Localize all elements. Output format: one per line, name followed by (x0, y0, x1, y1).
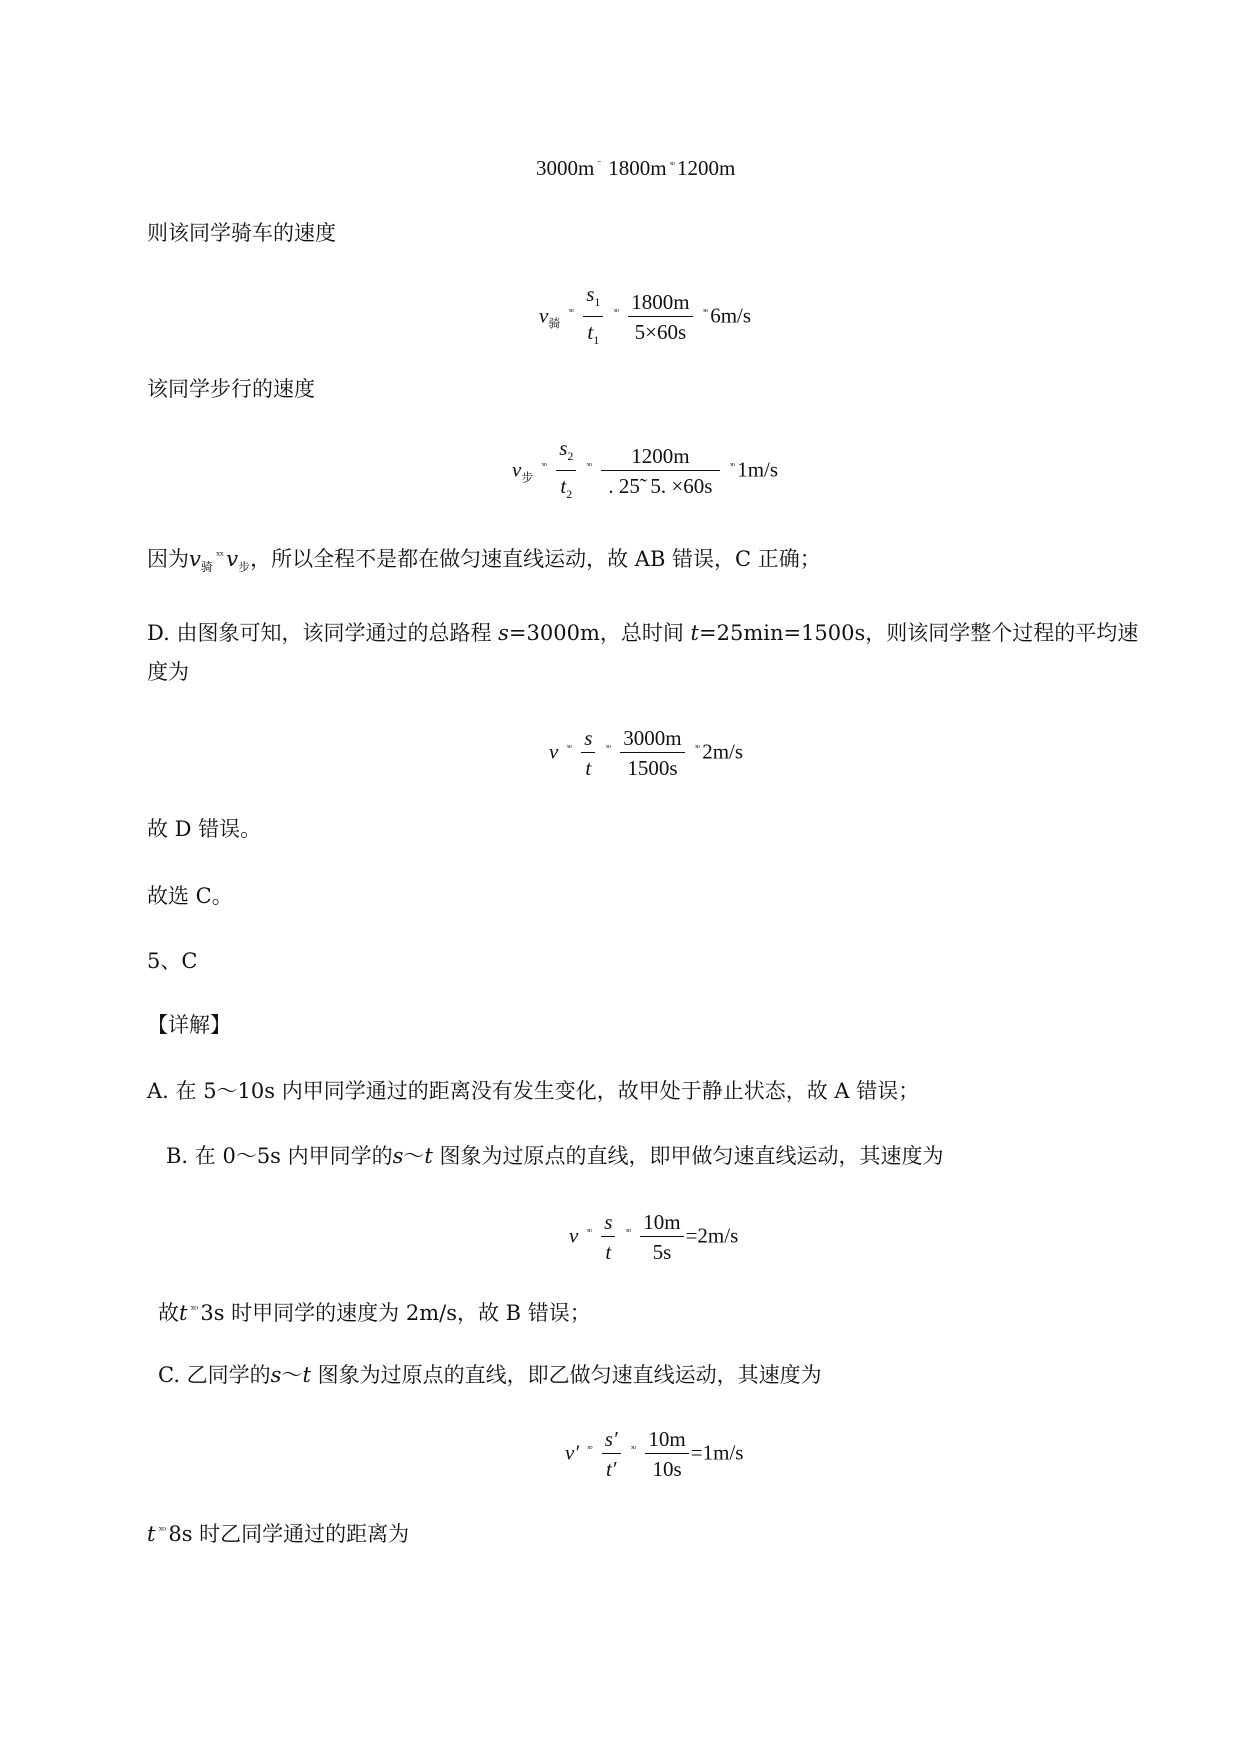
paragraph-option-c: C. 乙同学的s～t 图象为过原点的直线，即乙做匀速直线运动，其速度为 (158, 1363, 822, 1387)
fraction-1800-300: $\frac{1800m}{5\times 60s}$ (628, 290, 692, 345)
fraction-10m-10s: $\frac{10m}{10s}$ (645, 1427, 688, 1482)
equation-jia-speed: v $^{ˣᵒ}$ $\frac{s}{t}$ $^{ˣᵒ}$ $\frac{10m}{5s}$ =2m/s (569, 1210, 739, 1264)
fraction-3000-1500: $\frac{3000m}{1500s}$ (620, 726, 684, 781)
equation-walk-speed: $v_步$ $^{ˣᵒ}$ $\frac{s_2}{t_2}$ $^{ˣᵒ}$ $\frac{1200m}{. 25̃ 5. \times 60s}$ $^{ˣᵒ}$ 1m/s (512, 436, 778, 507)
fraction-10m-5s: $\frac{10m}{5s}$ (640, 1210, 683, 1265)
garbled-not-equal-glyph: ˣˣ (215, 549, 224, 562)
garbled-equals-glyph: ˣᵒ (630, 1443, 636, 1456)
fraction-s-t: $\frac{s}{t}$ (601, 1210, 615, 1265)
section-detail-heading: 【详解】 (147, 1013, 231, 1037)
paragraph-choose-c: 故选 C。 (147, 884, 233, 908)
garbled-equals-glyph: ˣᵒ (613, 306, 618, 319)
fraction-s-t: $\frac{s}{t}$ (581, 726, 595, 781)
fraction-s1-t1: $\frac{s_1}{t_1}$ (583, 282, 603, 353)
paragraph-walk-intro: 该同学步行的速度 (147, 377, 315, 401)
paragraph-c-tail: t $^{ˣᵒ}$ 8s 时乙同学通过的距离为 (147, 1522, 410, 1546)
garbled-equals-glyph: ˣᵒ (566, 742, 571, 755)
fraction-s-prime-t-prime: $\frac{s'}{t'}$ (602, 1427, 621, 1482)
equation-average-speed: v $^{ˣᵒ}$ $\frac{s}{t}$ $^{ˣᵒ}$ $\frac{3000m}{1500s}$ $^{ˣᵒ}$ 2m/s (549, 726, 744, 780)
garbled-equals-glyph: ˣᵒ (605, 742, 610, 755)
paragraph-d-wrong: 故 D 错误。 (147, 817, 262, 841)
garbled-equals-glyph: ˣᵒ (190, 1303, 198, 1316)
equation-distance: 3000m ˜ 1800m $^{ˣᵒ}$ 1200m (536, 156, 736, 180)
equation-yi-speed: v′ $^{ˣᵒ}$ $\frac{s'}{t'}$ $^{ˣᵒ}$ $\frac{10m}{10s}$ =1m/s (565, 1427, 744, 1481)
fraction-s2-t2: $\frac{s_2}{t_2}$ (556, 436, 576, 507)
garbled-equals-glyph: ˣᵒ (702, 306, 708, 319)
garbled-equals-glyph: ˣᵒ (694, 742, 700, 755)
garbled-equals-glyph: ˣᵒ (587, 1443, 592, 1456)
garbled-equals-glyph: ˣᵒ (541, 460, 546, 473)
paragraph-option-b: B. 在 0～5s 内甲同学的s～t 图象为过原点的直线，即甲做匀速直线运动，其速度为 (166, 1144, 944, 1168)
paragraph-ride-intro: 则该同学骑车的速度 (147, 221, 336, 245)
question-5-answer: 5、C (147, 949, 198, 973)
garbled-equals-glyph: ˣᵒ (625, 1226, 630, 1239)
paragraph-option-a: A. 在 5～10s 内甲同学通过的距离没有发生变化，故甲处于静止状态，故 A 错误； (147, 1079, 920, 1103)
paragraph-because: 因为$v_骑^{ˣˣ}$ $v_步$，所以全程不是都在做匀速直线运动，故 AB 错误，C 正确； (147, 547, 821, 574)
equation-ride-speed: $v_骑$ $^{ˣᵒ}$ $\frac{s_1}{t_1}$ $^{ˣᵒ}$ $\frac{1800m}{5\times 60s}$ $^{ˣᵒ}$ 6m/s (539, 282, 751, 353)
garbled-equals-glyph: ˣᵒ (586, 460, 591, 473)
paragraph-option-d: D. 由图象可知，该同学通过的总路程 s=3000m，总时间 t=25min=1500s，则该同学整个过程的平均速 (147, 621, 1139, 645)
fraction-1200-over-20min: $\frac{1200m}{. 25̃ 5. \times 60s}$ (601, 444, 719, 499)
garbled-equals-glyph: ˣᵒ (568, 306, 573, 319)
garbled-equals-glyph: ˣᵒ (669, 159, 674, 171)
garbled-equals-glyph: ˣᵒ (586, 1226, 591, 1239)
paragraph-option-d-cont: 度为 (147, 660, 189, 684)
garbled-equals-glyph: ˣᵒ (158, 1524, 166, 1537)
garbled-equals-glyph: ˣᵒ (729, 460, 735, 473)
paragraph-b-result: 故t $^{ˣᵒ}$ 3s 时甲同学的速度为 2m/s，故 B 错误； (158, 1301, 591, 1325)
garbled-minus-glyph: ˜ (597, 159, 601, 171)
